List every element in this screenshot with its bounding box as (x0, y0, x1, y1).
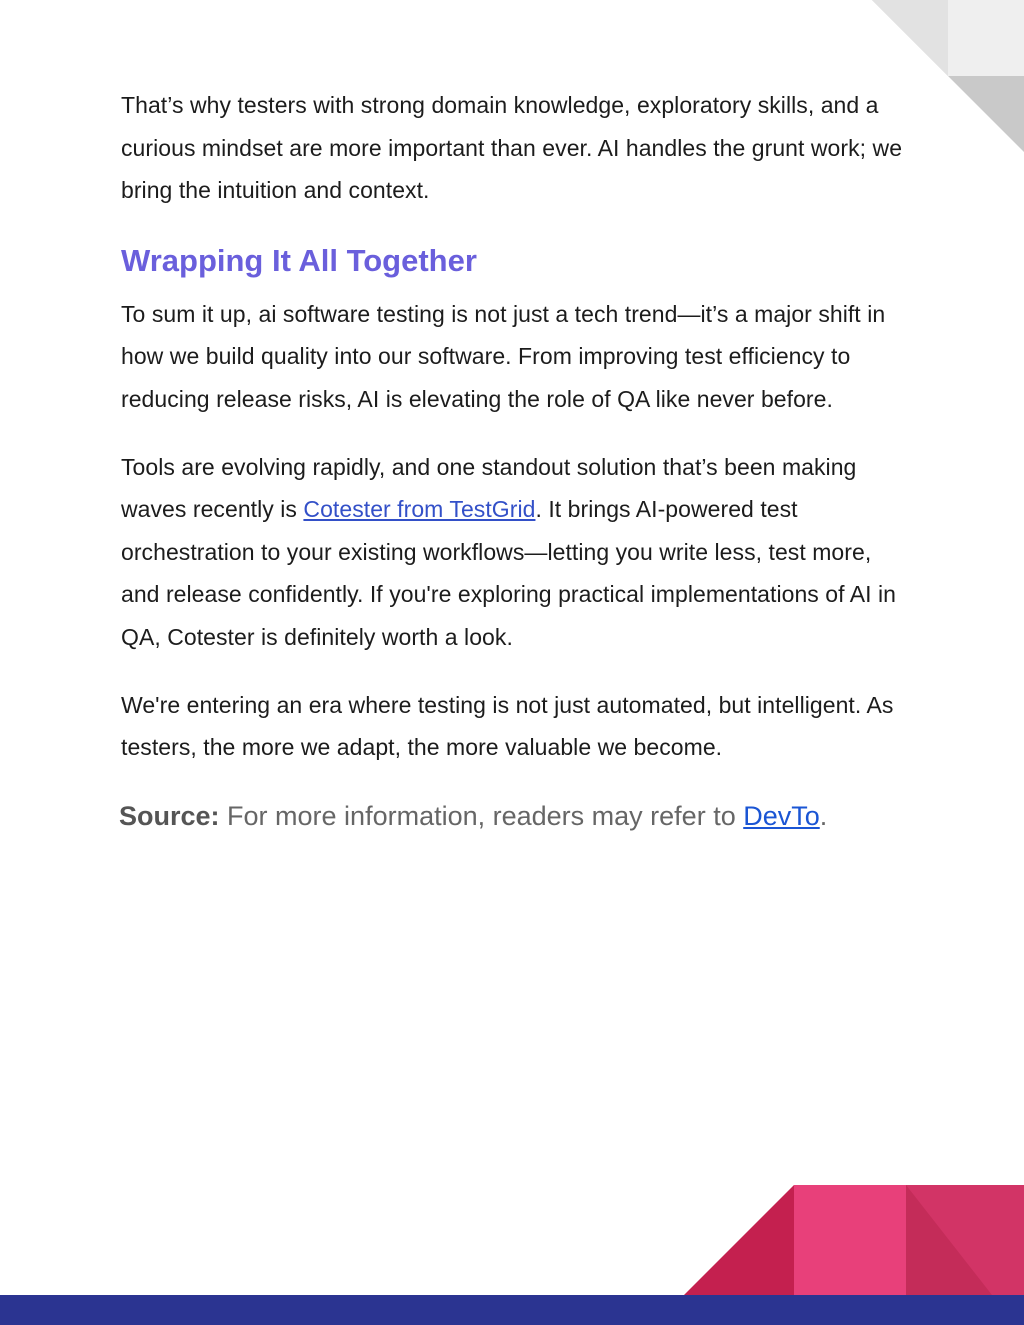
summary-paragraph: To sum it up, ai software testing is not just a tech trend—it’s a major shift in how we build quality into our software. From improving test efficiency to reducing release risks, AI is elevating the role of QA like never before. (121, 300, 886, 412)
tools-paragraph (121, 446, 911, 659)
era-paragraph: We're entering an era where testing is not just automated, but intelligent. As testers, the more we adapt, the more valuable we become. (121, 691, 894, 761)
source-suffix: . (819, 800, 828, 831)
intro-paragraph: That’s why testers with strong domain knowledge, exploratory skills, and a curious mindset are more important than ever. AI handles the grunt work; we bring the intuition and context. (121, 92, 903, 204)
source-text: For more information, readers may refer to (219, 800, 744, 831)
section-heading: Wrapping It All Together (121, 242, 477, 278)
tools-text-after: . It brings AI-powered test orchestration to your existing workflows—letting you write less, test more, and release confidently. If you're exploring practical implementations of AI in QA, Cotester is definitely worth a look. (121, 496, 896, 650)
cotester-link[interactable]: Cotester from TestGrid (303, 496, 536, 523)
article-content (121, 84, 911, 838)
source-label: Source: (119, 800, 220, 831)
footer-band (0, 1295, 1024, 1325)
source-line (119, 794, 911, 838)
tools-text-before: Tools are evolving rapidly, and one standout solution that’s been making waves recently is (121, 453, 857, 523)
devto-link[interactable]: DevTo (743, 800, 820, 831)
